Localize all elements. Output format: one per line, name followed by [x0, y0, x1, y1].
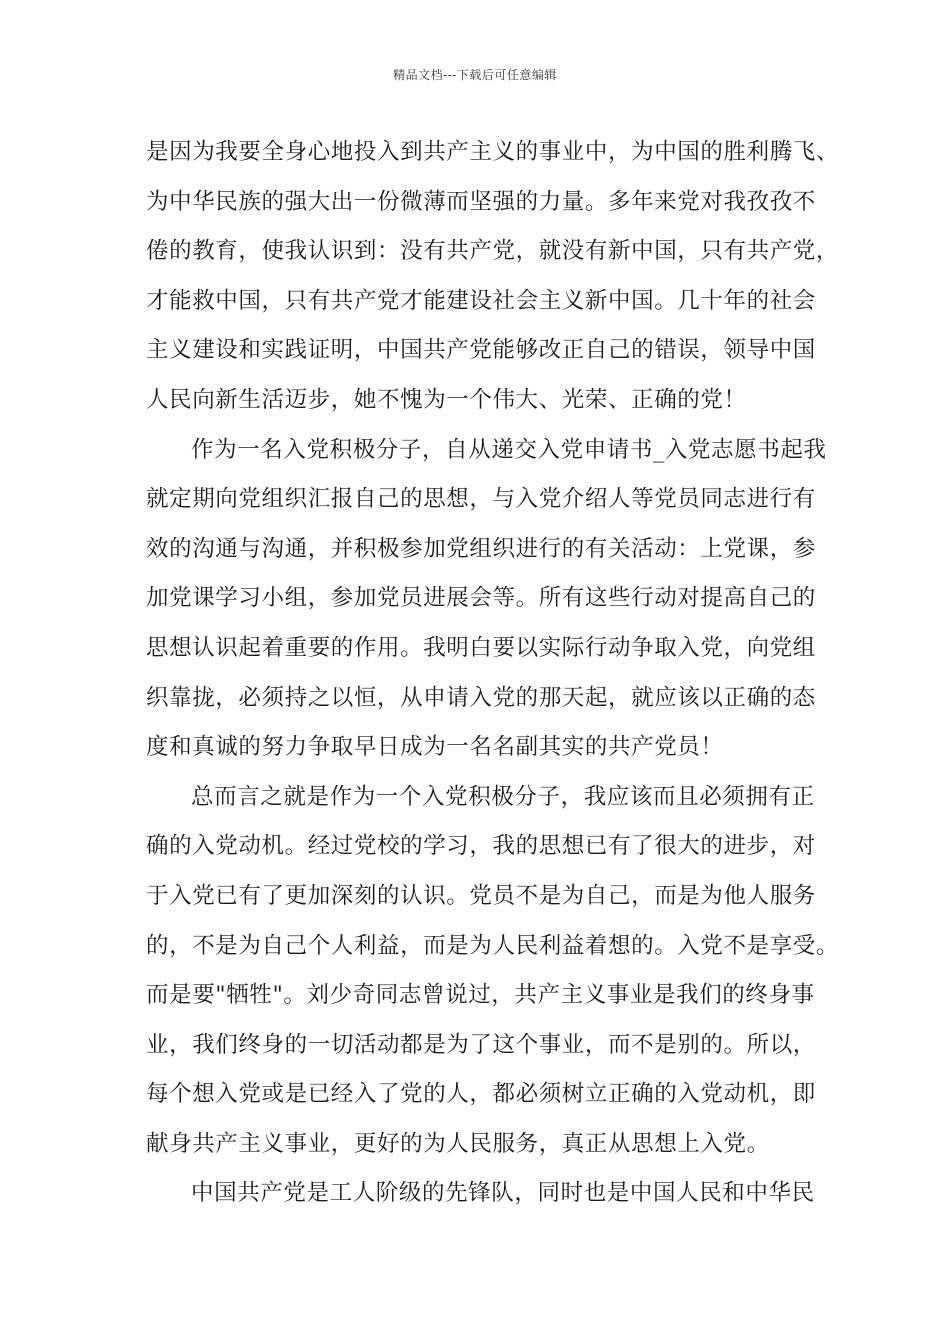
text-line: 献身共产主义事业，更好的为人民服务，真正从思想上入党。	[146, 1130, 770, 1157]
text-line: 人民向新生活迈步，她不愧为一个伟大、光荣、正确的党！	[146, 386, 747, 413]
text-line: 的，不是为自己个人利益，而是为人民利益着想的。入党不是享受。	[146, 932, 840, 959]
text-line: 每个想入党或是已经入了党的人，都必须树立正确的入党动机，即	[146, 1081, 816, 1108]
text-line: 就定期向党组织汇报自己的思想，与入党介绍人等党员同志进行有	[146, 486, 816, 513]
text-line: 为中华民族的强大出一份微薄而坚强的力量。多年来党对我孜孜不	[146, 188, 816, 215]
text-line: 是因为我要全身心地投入到共产主义的事业中，为中国的胜利腾飞、	[146, 139, 840, 165]
paragraph-first-line: 总而言之就是作为一个入党积极分子，我应该而且必须拥有正	[191, 783, 815, 810]
text-line: 主义建设和实践证明，中国共产党能够改正自己的错误，领导中国	[146, 337, 816, 364]
page-header: 精品文档---下载后可任意编辑	[393, 68, 557, 82]
body-text	[146, 128, 840, 1219]
text-line: 业，我们终身的一切活动都是为了这个事业，而不是别的。所以，	[146, 1031, 816, 1058]
text-line: 度和真诚的努力争取早日成为一名名副其实的共产党员！	[146, 734, 724, 761]
text-line: 才能救中国，只有共产党才能建设社会主义新中国。几十年的社会	[146, 287, 816, 314]
text-line: 效的沟通与沟通，并积极参加党组织进行的有关活动：上党课，参	[146, 535, 816, 562]
text-line: 确的入党动机。经过党校的学习，我的思想已有了很大的进步，对	[146, 833, 816, 860]
text-line: 思想认识起着重要的作用。我明白要以实际行动争取入党，向党组	[146, 634, 816, 661]
paragraph-first-line: 中国共产党是工人阶级的先锋队，同时也是中国人民和中华民	[191, 1180, 815, 1207]
text-line: 而是要"牺牲"。刘少奇同志曾说过，共产主义事业是我们的终身事	[146, 982, 815, 1009]
paragraph-first-line: 作为一名入党积极分子，自从递交入党申请书_入党志愿书起我	[191, 436, 827, 463]
text-line: 倦的教育，使我认识到：没有共产党，就没有新中国，只有共产党，	[146, 238, 840, 265]
text-line: 于入党已有了更加深刻的认识。党员不是为自己，而是为他人服务	[146, 882, 816, 909]
text-line: 织靠拢，必须持之以恒，从申请入党的那天起，就应该以正确的态	[146, 684, 816, 711]
text-line: 加党课学习小组，参加党员进展会等。所有这些行动对提高自己的	[146, 585, 816, 612]
